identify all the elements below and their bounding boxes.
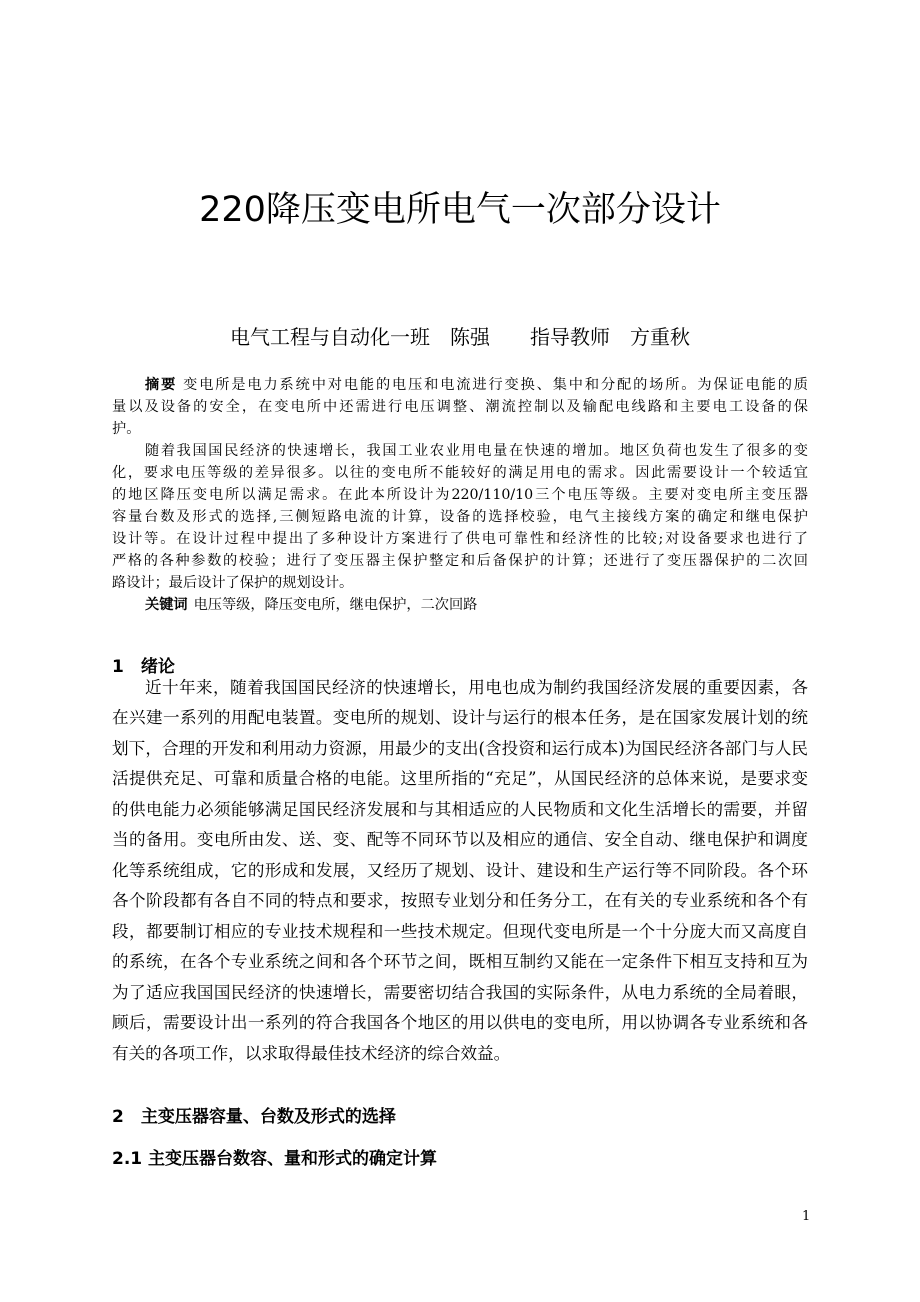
abstract-line: 护。 bbox=[112, 421, 141, 437]
abstract-line: 摘要 变电所是电力系统中对电能的电压和电流进行变换、集中和分配的场所。为保证电能的质 bbox=[145, 377, 808, 393]
body-line: 近十年来，随着我国国民经济的快速增长，用电也成为制约我国经济发展的重要因素，各 bbox=[145, 678, 808, 697]
body-line: 当的备用。变电所由发、送、变、配等不同环节以及相应的通信、安全自动、继电保护和调度 bbox=[112, 830, 808, 849]
body-line: 各个阶段都有各自不同的特点和要求，按照专业划分和任务分工，在有关的专业系统和各个有 bbox=[112, 891, 808, 910]
body-line: 的供电能力必须能够满足国民经济发展和与其相适应的人民物质和文化生活增长的需要，并留 bbox=[112, 800, 808, 819]
keywords-label: 关键词 bbox=[145, 597, 188, 613]
keywords: 电压等级，降压变电所，继电保护，二次回路 bbox=[193, 597, 478, 613]
body-line: 有关的各项工作，以求取得最佳技术经济的综合效益。 bbox=[112, 1044, 511, 1063]
body-line: 段，都要制订相应的专业技术规程和一些技术规定。但现代变电所是一个十分庞大而又高度自 bbox=[112, 922, 808, 941]
abstract-label: 摘要 bbox=[145, 377, 178, 393]
page-number: 1 bbox=[802, 1209, 811, 1224]
abstract-line: 设计等。在设计过程中提出了多种设计方案进行了供电可靠性和经济性的比较;对设备要求也进行了 bbox=[112, 531, 808, 547]
abstract-line: 量以及设备的安全，在变电所中还需进行电压调整、潮流控制以及输配电线路和主要电工设备的保 bbox=[112, 399, 808, 415]
body-line: 顾后，需要设计出一系列的符合我国各个地区的用以供电的变电所，用以协调各专业系统和各 bbox=[112, 1013, 808, 1032]
body-line: 化等系统组成，它的形成和发展，又经历了规划、设计、建设和生产运行等不同阶段。各个环 bbox=[112, 861, 808, 880]
body-line: 的系统，在各个专业系统之间和各个环节之间，既相互制约又能在一定条件下相互支持和互为 bbox=[112, 952, 808, 971]
abstract-line: 容量台数及形式的选择,三侧短路电流的计算，设备的选择校验，电气主接线方案的确定和继电保护 bbox=[112, 509, 808, 525]
body-line: 在兴建一系列的用配电装置。变电所的规划、设计与运行的根本任务，是在国家发展计划的统 bbox=[112, 708, 808, 727]
abstract-line: 的地区降压变电所以满足需求。在此本所设计为220/110/10三个电压等级。主要对变电所主变压器 bbox=[112, 487, 808, 503]
body-line: 为了适应我国国民经济的快速增长，需要密切结合我国的实际条件，从电力系统的全局着眼， bbox=[112, 983, 808, 1002]
abstract-line: 路设计；最后设计了保护的规划设计。 bbox=[112, 575, 354, 591]
document-title: 220降压变电所电气一次部分设计 bbox=[199, 190, 721, 230]
section-heading-1: 1 绪论 bbox=[112, 657, 175, 677]
keywords-line bbox=[145, 596, 808, 614]
body-line: 活提供充足、可靠和质量合格的电能。这里所指的“充足”，从国民经济的总体来说，是要求变 bbox=[112, 769, 808, 788]
section-heading-2-1: 2.1 主变压器台数容、量和形式的确定计算 bbox=[112, 1149, 438, 1169]
abstract-line: 随着我国国民经济的快速增长，我国工业农业用电量在快速的增加。地区负荷也发生了很多的变 bbox=[145, 443, 808, 459]
abstract-line: 化，要求电压等级的差异很多。以往的变电所不能较好的满足用电的需求。因此需要设计一个较适宜 bbox=[112, 465, 808, 481]
section-heading-2: 2 主变压器容量、台数及形式的选择 bbox=[112, 1107, 396, 1127]
abstract-line: 严格的各种参数的校验；进行了变压器主保护整定和后备保护的计算；还进行了变压器保护的二次回 bbox=[112, 553, 808, 569]
body-line: 划下，合理的开发和利用动力资源，用最少的支出(含投资和运行成本)为国民经济各部门与人民 bbox=[112, 739, 808, 758]
author-line: 电气工程与自动化一班 陈强 指导教师 方重秋 bbox=[230, 325, 690, 349]
